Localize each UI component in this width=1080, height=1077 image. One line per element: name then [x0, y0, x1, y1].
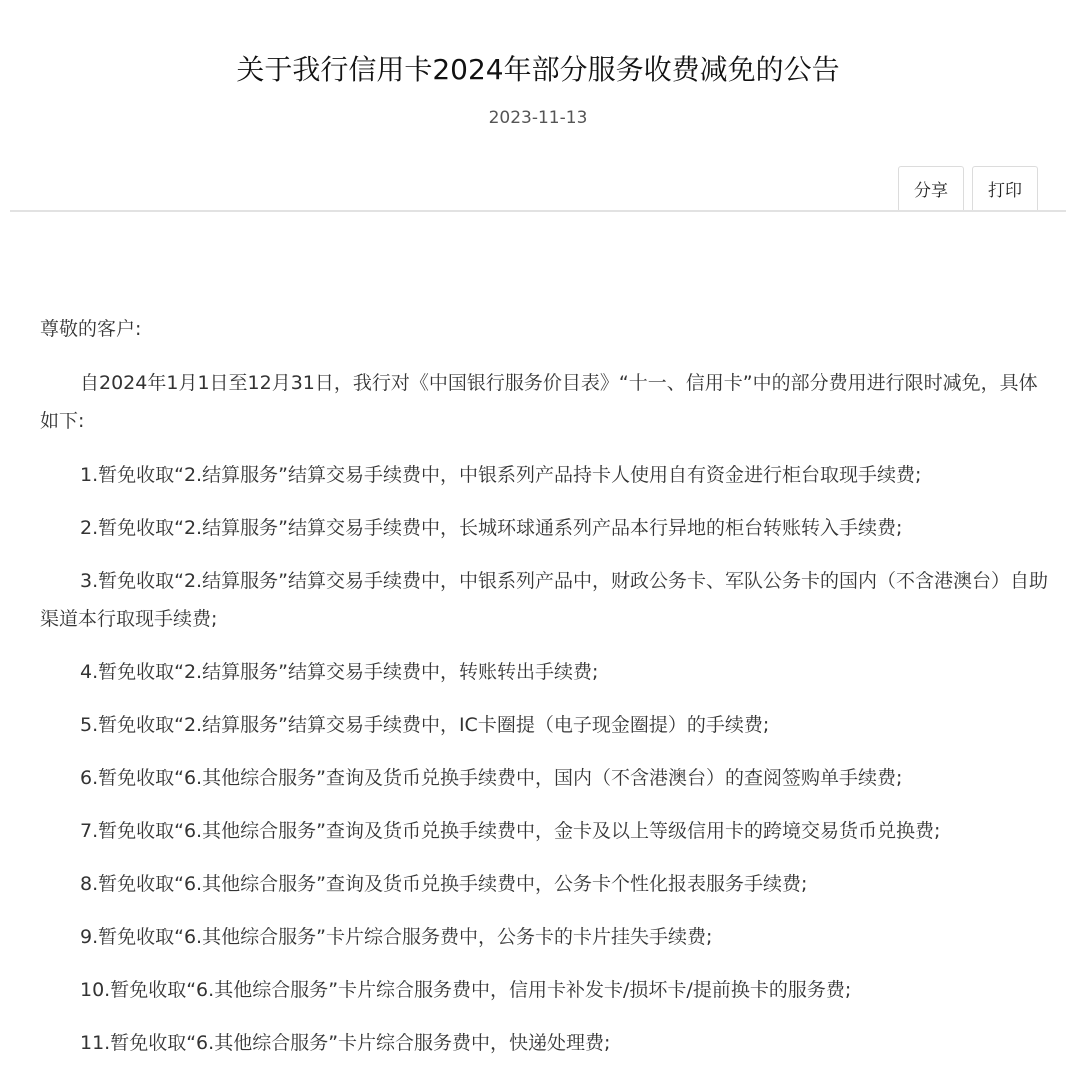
list-item: 2.暂免收取“2.结算服务”结算交易手续费中，长城环球通系列产品本行异地的柜台转账转入手续费; [80, 517, 903, 539]
article-body [40, 310, 1050, 1077]
list-item: 3.暂免收取“2.结算服务”结算交易手续费中，中银系列产品中，财政公务卡、军队公务卡的国内（不含港澳台）自助渠道本行取现手续费; [40, 570, 1048, 630]
greeting: 尊敬的客户: [40, 318, 142, 340]
list-item: 1.暂免收取“2.结算服务”结算交易手续费中，中银系列产品持卡人使用自有资金进行柜台取现手续费; [80, 464, 922, 486]
list-item: 10.暂免收取“6.其他综合服务”卡片综合服务费中，信用卡补发卡/损坏卡/提前换卡的服务费; [80, 979, 852, 1001]
list-item: 5.暂免收取“2.结算服务”结算交易手续费中，IC卡圈提（电子现金圈提）的手续费; [80, 714, 770, 736]
article-toolbar [898, 166, 1038, 210]
list-item: 6.暂免收取“6.其他综合服务”查询及货币兑换手续费中，国内（不含港澳台）的查阅签购单手续费; [80, 767, 903, 789]
list-item: 8.暂免收取“6.其他综合服务”查询及货币兑换手续费中，公务卡个性化报表服务手续费; [80, 873, 808, 895]
list-item: 11.暂免收取“6.其他综合服务”卡片综合服务费中，快递处理费; [80, 1032, 611, 1054]
share-button[interactable]: 分享 [898, 166, 964, 210]
print-button[interactable]: 打印 [972, 166, 1038, 210]
publish-date: 2023-11-13 [488, 108, 588, 128]
intro-paragraph: 自2024年1月1日至12月31日，我行对《中国银行服务价目表》“十一、信用卡”中的部分费用进行限时减免，具体如下: [40, 372, 1038, 432]
list-item: 4.暂免收取“2.结算服务”结算交易手续费中，转账转出手续费; [80, 661, 599, 683]
header-divider [10, 210, 1066, 212]
list-item: 9.暂免收取“6.其他综合服务”卡片综合服务费中，公务卡的卡片挂失手续费; [80, 926, 713, 948]
page-title: 关于我行信用卡2024年部分服务收费减免的公告 [236, 53, 840, 86]
list-item: 7.暂免收取“6.其他综合服务”查询及货币兑换手续费中，金卡及以上等级信用卡的跨境交易货币兑换费; [80, 820, 941, 842]
